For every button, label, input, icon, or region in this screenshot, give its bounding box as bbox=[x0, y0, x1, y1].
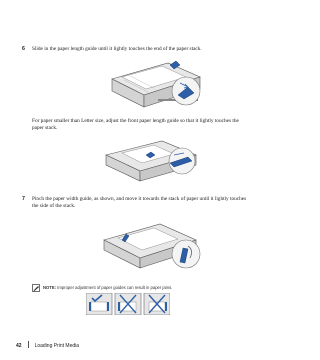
note bbox=[43, 285, 172, 290]
page-number: 42 bbox=[16, 343, 22, 349]
front-length-guide-illustration bbox=[96, 135, 212, 190]
guide-adjustment-examples bbox=[86, 293, 170, 315]
smaller-paper-line-2: paper stack. bbox=[32, 125, 58, 131]
smaller-paper-line-1: For paper smaller than Letter size, adjust the front paper length guide so that it lightly touches the bbox=[32, 118, 239, 124]
smaller-paper-instruction bbox=[32, 118, 288, 132]
incorrect-example-panel-2 bbox=[144, 293, 170, 315]
note-icon bbox=[32, 284, 40, 292]
step-7-number: 7 bbox=[22, 196, 25, 202]
step-7-line-1: Pinch the paper width guide, as shown, and move it towards the stack of paper until it lightly touches bbox=[32, 196, 247, 202]
page-footer bbox=[16, 341, 79, 349]
incorrect-example-panel-1 bbox=[115, 293, 141, 315]
step-6-text: Slide in the paper length guide until it lightly touches the end of the paper stack. bbox=[32, 46, 202, 52]
footer-title: Loading Print Media bbox=[34, 343, 80, 349]
correct-example-panel bbox=[86, 293, 112, 315]
tray-length-guide-illustration bbox=[100, 55, 210, 115]
tray-width-guide-illustration bbox=[96, 218, 212, 276]
step-7-line-2: the side of the stack. bbox=[32, 203, 76, 209]
note-label: NOTE: bbox=[43, 285, 57, 290]
note-text: Improper adjustment of paper guides can result in paper jams. bbox=[57, 285, 173, 290]
step-6-number: 6 bbox=[22, 46, 25, 52]
footer-separator bbox=[28, 341, 29, 348]
